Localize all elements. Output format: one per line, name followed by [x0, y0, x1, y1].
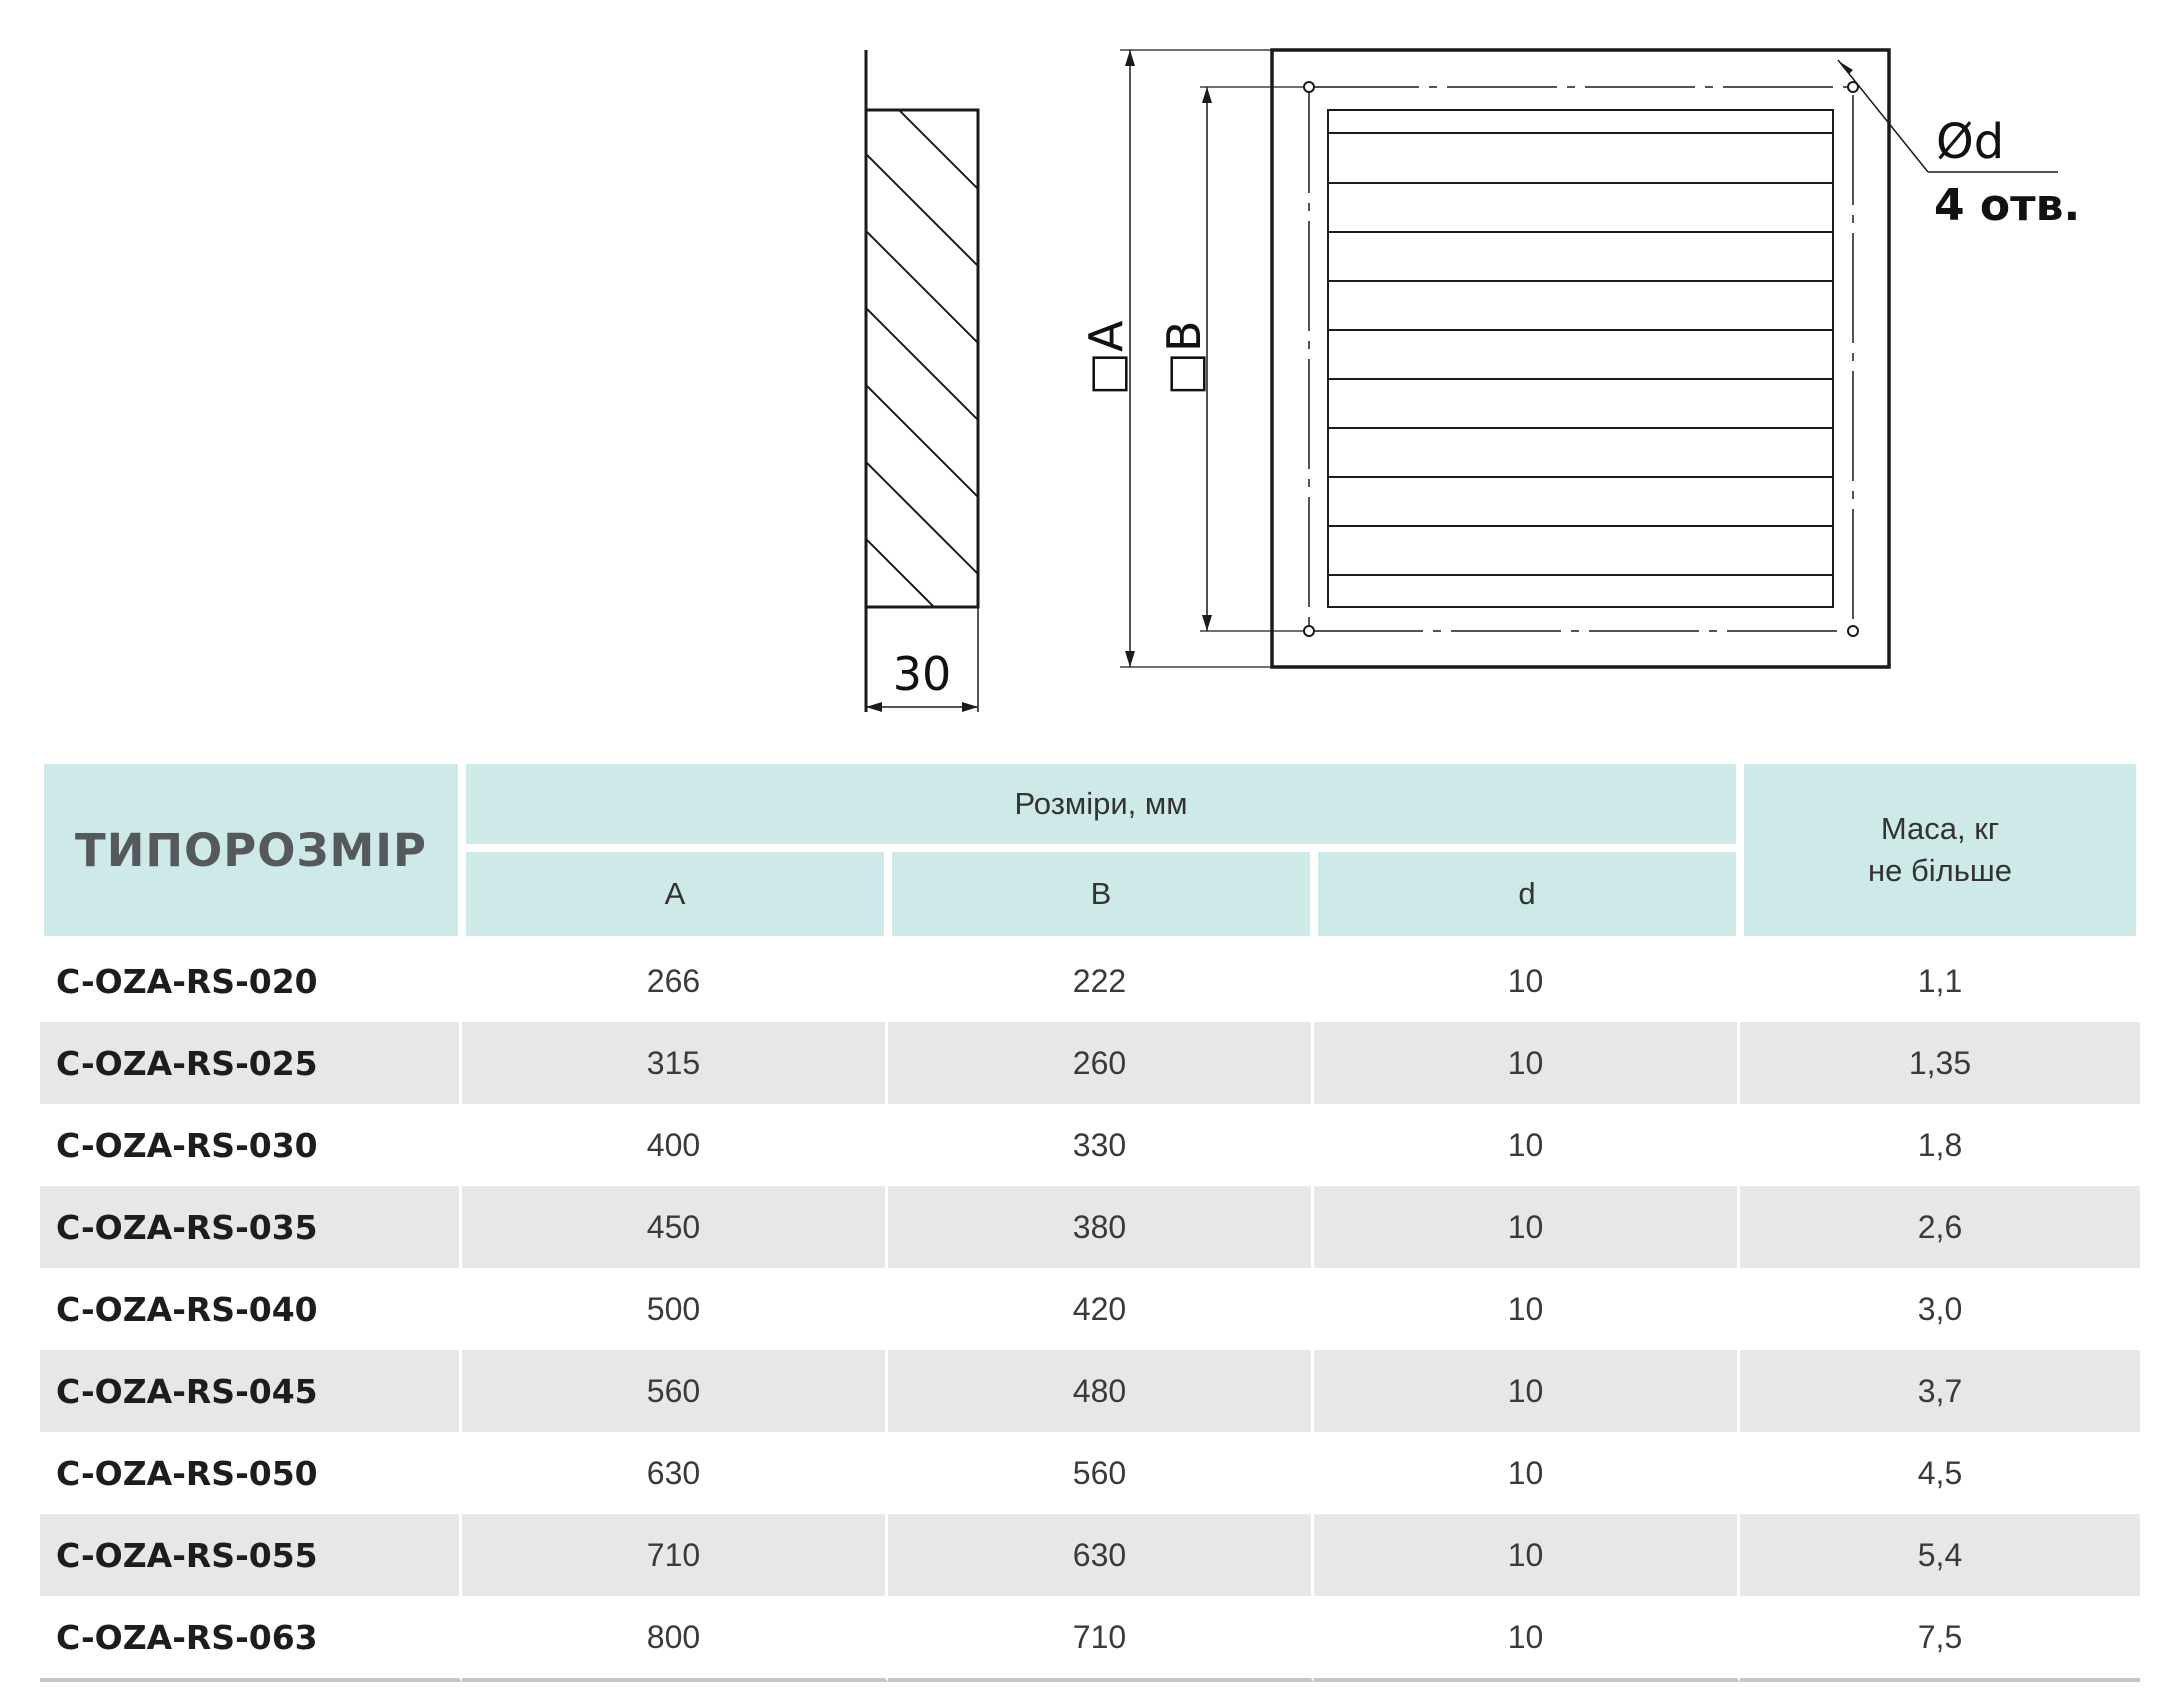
cell-mass: 2,6 [1740, 1186, 2140, 1268]
side-view [866, 0, 1086, 740]
table-header [40, 760, 2140, 940]
header-mass-line2: не більше [1868, 853, 2012, 888]
cell-b: 420 [888, 1268, 1314, 1350]
cell-b: 260 [888, 1022, 1314, 1104]
cell-b: 480 [888, 1350, 1314, 1432]
cell-d: 10 [1314, 1268, 1740, 1350]
cell-a: 560 [462, 1350, 888, 1432]
cell-mass: 5,4 [1740, 1514, 2140, 1596]
cell-model: C-OZA-RS-055 [40, 1514, 462, 1596]
mounting-holes [1304, 82, 1858, 636]
header-col-b: B [888, 848, 1314, 940]
cell-b: 560 [888, 1432, 1314, 1514]
cell-model: C-OZA-RS-030 [40, 1104, 462, 1186]
cell-a: 400 [462, 1104, 888, 1186]
table-row [40, 1596, 2140, 1682]
cell-a: 450 [462, 1186, 888, 1268]
depth-label: 30 [892, 647, 952, 701]
table-row [40, 940, 2140, 1022]
cell-mass: 3,7 [1740, 1350, 2140, 1432]
cell-b: 630 [888, 1514, 1314, 1596]
cell-model: C-OZA-RS-035 [40, 1186, 462, 1268]
cell-mass: 7,5 [1740, 1596, 2140, 1682]
cell-mass: 1,35 [1740, 1022, 2140, 1104]
cell-b: 330 [888, 1104, 1314, 1186]
cell-mass: 4,5 [1917, 1454, 1963, 1491]
technical-drawing [0, 0, 2170, 740]
header-dimensions: Розміри, мм [462, 760, 1740, 848]
hole-centerline [1309, 87, 1853, 631]
cell-mass: 1,8 [1917, 1126, 1963, 1163]
cell-b: 380 [888, 1186, 1314, 1268]
specification-table [40, 760, 2140, 1682]
cell-b: 710 [888, 1596, 1314, 1682]
cell-model: C-OZA-RS-040 [40, 1268, 462, 1350]
header-col-a: A [462, 848, 888, 940]
table-row [40, 1022, 2140, 1104]
table-row [40, 1186, 2140, 1268]
cell-d: 10 [1314, 1514, 1740, 1596]
louver-blades [1328, 133, 1833, 575]
cell-mass: 3,0 [1917, 1290, 1963, 1327]
table-body [40, 940, 2140, 1682]
table-row [40, 1514, 2140, 1596]
header-mass-line1: Маса, кг [1880, 811, 2000, 847]
hole-spacing-label: □B [1157, 320, 1211, 396]
table-row [40, 1350, 2140, 1432]
cell-a: 630 [462, 1432, 888, 1514]
inner-frame [1328, 110, 1833, 607]
cell-model: C-OZA-RS-063 [40, 1596, 462, 1682]
table-row [40, 1268, 2140, 1350]
header-model: ТИПОРОЗМІР [40, 760, 462, 940]
cell-b: 222 [888, 940, 1314, 1022]
cell-a: 500 [462, 1268, 888, 1350]
cell-model: C-OZA-RS-050 [40, 1432, 462, 1514]
outer-size-label: □A [1079, 320, 1133, 396]
cell-d: 10 [1314, 1104, 1740, 1186]
cell-d: 10 [1314, 1022, 1740, 1104]
cell-d: 10 [1314, 1350, 1740, 1432]
header-col-d: d [1314, 848, 1740, 940]
cell-a: 315 [462, 1022, 888, 1104]
hole-leader-line [1838, 60, 1928, 172]
front-view [1120, 50, 2058, 667]
cell-model: C-OZA-RS-045 [40, 1350, 462, 1432]
cell-a: 800 [462, 1596, 888, 1682]
cell-d: 10 [1314, 1596, 1740, 1682]
cell-d: 10 [1314, 1432, 1740, 1514]
cell-d: 10 [1314, 940, 1740, 1022]
cell-d: 10 [1314, 1186, 1740, 1268]
hatch-pattern [866, 0, 1086, 740]
cell-model: C-OZA-RS-025 [40, 1022, 462, 1104]
cell-a: 710 [462, 1514, 888, 1596]
table-row [40, 1432, 2140, 1514]
cell-a: 266 [462, 940, 888, 1022]
cell-mass: 1,1 [1917, 962, 1963, 999]
hole-diameter-label: Ød [1936, 114, 2005, 170]
header-mass [1740, 760, 2140, 940]
hole-count-label: 4 отв. [1934, 180, 2081, 231]
table-row [40, 1104, 2140, 1186]
cell-model: C-OZA-RS-020 [40, 940, 462, 1022]
